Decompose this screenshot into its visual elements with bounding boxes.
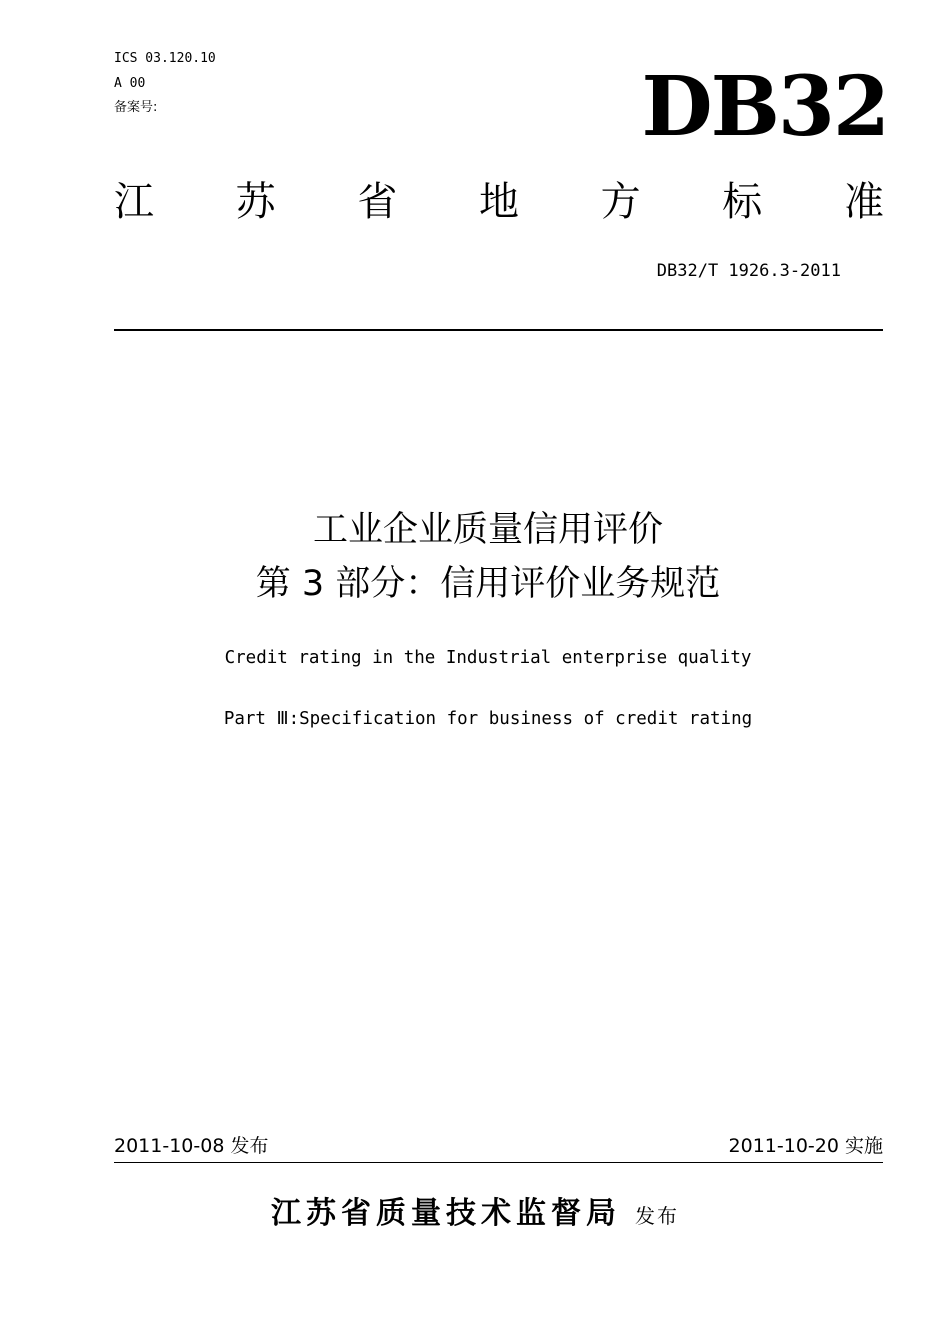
issuer-name: 江苏省质量技术监督局 xyxy=(271,1196,621,1231)
issue-date: 2011-10-08 发布 xyxy=(114,1135,269,1157)
db32-logo: DB32 xyxy=(641,59,888,155)
standard-type-char: 地 xyxy=(478,179,519,225)
issuer-suffix: 发布 xyxy=(635,1204,679,1228)
english-title-line-2: Part Ⅲ:Specification for business of credit rating xyxy=(223,709,753,729)
ics-code: ICS 03.120.10 xyxy=(114,51,216,66)
english-title-line-1: Credit rating in the Industrial enterprise quality xyxy=(224,648,752,668)
standard-number: DB32/T 1926.3-2011 xyxy=(656,261,841,281)
chinese-title-line-1: 工业企业质量信用评价 xyxy=(312,510,663,550)
classification-code: A 00 xyxy=(114,76,146,91)
footer-divider xyxy=(114,1162,883,1163)
standard-type-heading xyxy=(114,176,884,228)
chinese-title-line-2: 第 3 部分：信用评价业务规范 xyxy=(255,564,721,604)
standard-type-char: 江 xyxy=(114,179,154,225)
record-number-label: 备案号: xyxy=(114,100,158,115)
standard-type-char: 标 xyxy=(722,179,763,225)
standard-type-char: 方 xyxy=(600,179,641,225)
standard-type-char: 苏 xyxy=(235,179,276,225)
implementation-date: 2011-10-20 实施 xyxy=(728,1135,883,1157)
header-divider xyxy=(114,329,883,331)
standard-type-char: 省 xyxy=(357,179,398,225)
standard-type-char: 准 xyxy=(843,179,884,225)
issuer-line xyxy=(0,1194,950,1236)
